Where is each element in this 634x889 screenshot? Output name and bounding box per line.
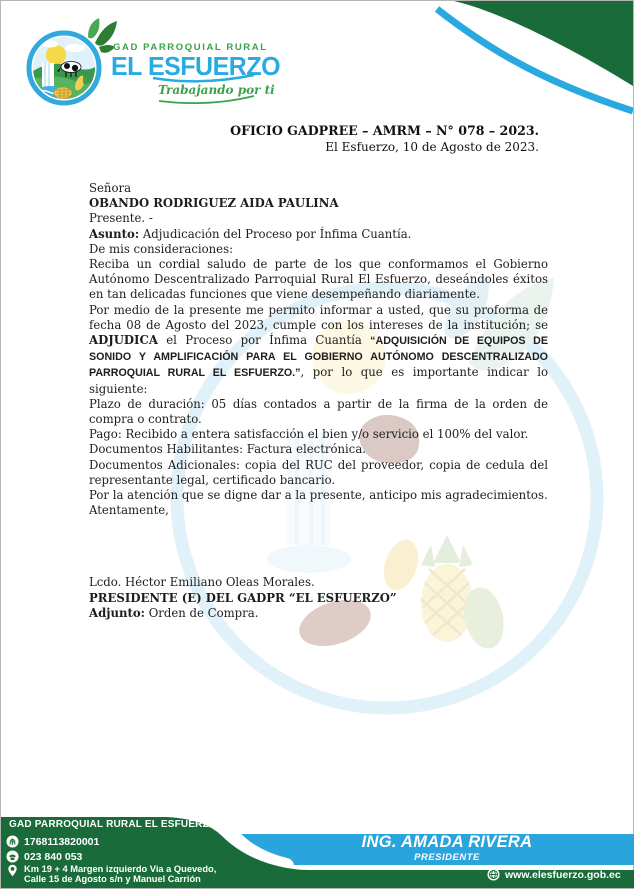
signature-line: Lcdo. Héctor Emiliano Oleas Morales. — [89, 575, 315, 590]
president-title: PRESIDENTE — [414, 852, 480, 863]
oficio-heading-block — [199, 123, 539, 154]
letter-body — [89, 181, 548, 621]
letter-paragraph: Documentos Adicionales: copia del RUC del proveedor, copia de cedula del representante legal, certificado bancario. — [89, 457, 548, 487]
letter-paragraph: Por la atención que se digne dar a la presente, anticipo mis agradecimientos. — [89, 488, 548, 503]
recipient-line: Presente. - — [89, 211, 153, 226]
logo-org-name-big: EL ESFUERZO — [111, 52, 281, 82]
logo-emblem-image — [25, 17, 121, 111]
footer-website: www.elesfuerzo.gob.ec — [505, 868, 621, 881]
president-banner — [239, 833, 634, 863]
footer-org-name: GAD PARROQUIAL RURAL EL ESFUERZO — [9, 819, 217, 830]
oficio-date: El Esfuerzo, 10 de Agosto de 2023. — [325, 140, 539, 154]
letter-paragraph: Asunto: Adjudicación del Proceso por Ínfima Cuantía. — [89, 226, 412, 241]
footer-address-line1: Km 19 + 4 Margen izquierdo Via a Quevedo, — [24, 864, 217, 874]
footer-address-row — [6, 864, 216, 884]
signature-line: PRESIDENTE (E) DEL GADPR “EL ESFUERZO” — [89, 590, 397, 605]
footer-ruc-row — [6, 835, 99, 848]
letter-paragraph: Pago: Recibido a entera satisfacción el bien y/o servicio el 100% del valor. — [89, 427, 529, 442]
letter-paragraph: Por medio de la presente me permito informar a usted, que su proforma de fecha 08 de Agosto del 2023, cumple con los intereses de la institución; se ADJUDICA el Proceso por Ínfima Cuantía “ADQUISICIÓN DE EQUIPOS DE SONIDO Y AMPLIFICACIÓN PARA EL GOBIERNO AUTÓNOMO DESCENTRALIZADO PARROQUIAL RURAL EL ESFUERZO.”, por lo que es importante indicar lo siguiente: — [89, 302, 548, 396]
signature-line: Adjunto: Orden de Compra. — [89, 605, 259, 620]
logo-tagline: Trabajando por ti — [158, 83, 275, 97]
globe-icon — [487, 868, 500, 881]
letter-paragraph: Plazo de duración: 05 días contados a partir de la firma de la orden de compra o contrato. — [89, 396, 548, 427]
footer-address-line2: Calle 15 de Agosto s/n y Manuel Carrión — [24, 874, 201, 884]
footer-phone-row — [6, 850, 82, 863]
signature-block — [89, 575, 548, 621]
recipient-line: OBANDO RODRIGUEZ AIDA PAULINA — [89, 196, 339, 211]
letter-paragraph: De mis consideraciones: — [89, 241, 234, 256]
oficio-number: OFICIO GADPREE – AMRM – N° 078 – 2023. — [230, 123, 539, 138]
logo-org-name-small: GAD PARROQUIAL RURAL — [113, 42, 268, 53]
ruc-id-icon — [6, 835, 19, 848]
letter-paragraphs — [89, 227, 548, 519]
president-name: ING. AMADA RIVERA — [361, 833, 533, 851]
phone-icon — [6, 850, 19, 863]
corner-ribbon-decoration — [393, 1, 633, 131]
recipient-line: Señora — [89, 181, 132, 195]
letter-paragraph: Documentos Habilitantes: Factura electrónica. — [89, 442, 367, 457]
recipient-block — [89, 181, 548, 227]
footer-website-row — [487, 868, 621, 881]
footer-ruc: 1768113820001 — [24, 835, 100, 848]
letter-paragraph: Reciba un cordial saludo de parte de los que conformamos el Gobierno Autónomo Descentralizado Parroquial Rural El Esfuerzo, deseándoles éxitos en tan delicadas funciones que viene desempeñando diariamente. — [89, 257, 548, 302]
footer-phone: 023 840 053 — [24, 850, 83, 863]
footer-address — [24, 864, 216, 884]
location-pin-icon — [6, 864, 19, 877]
footer — [1, 794, 634, 888]
letter-paragraph: Atentamente, — [89, 503, 169, 518]
